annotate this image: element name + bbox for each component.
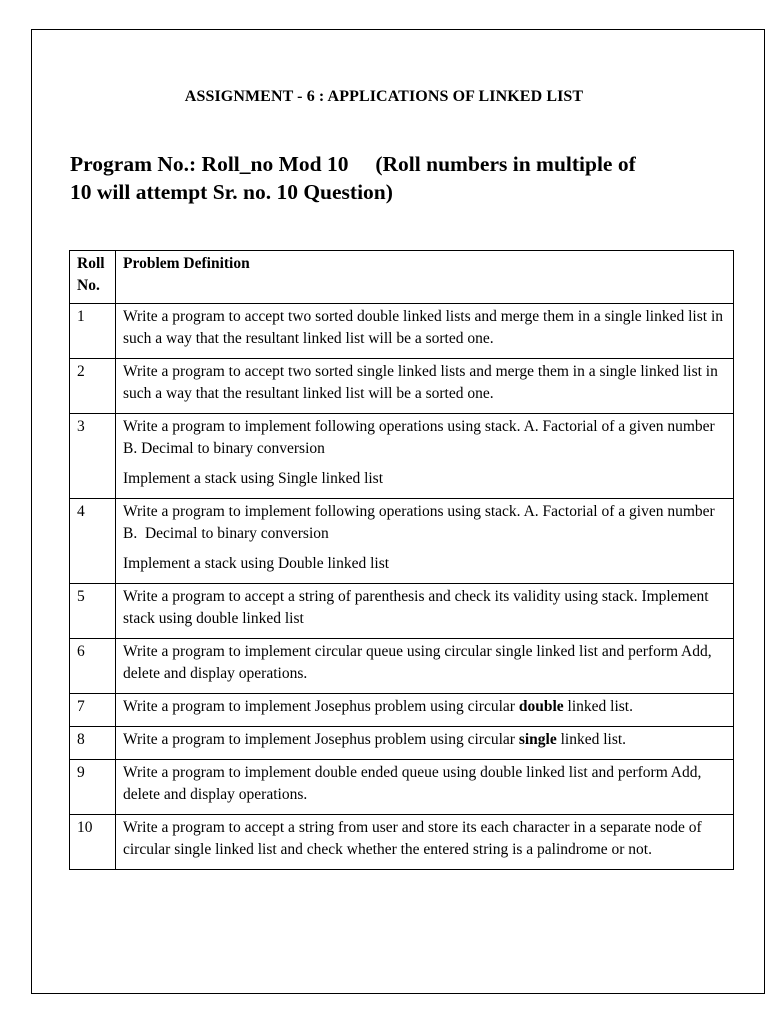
problem-extra-line: Implement a stack using Double linked list	[123, 555, 390, 572]
table-row	[70, 304, 734, 359]
roll-cell: 9	[70, 760, 116, 815]
problem-text: Write a program to implement Josephus problem using circular	[123, 731, 519, 748]
problem-cell	[116, 694, 734, 727]
table-row	[70, 760, 734, 815]
problem-cell: Write a program to accept two sorted single linked lists and merge them in a single linked list in such a way that the resultant linked list will be a sorted one.	[116, 359, 734, 414]
problem-text-end: linked list.	[563, 698, 633, 715]
program-heading-line-2: 10 will attempt Sr. no. 10 Question)	[70, 180, 393, 204]
problem-text-end: linked list.	[556, 731, 627, 748]
problem-cell: Write a program to accept a string of parenthesis and check its validity using stack. Implement stack using double linked list	[116, 584, 734, 639]
table-row	[70, 414, 734, 499]
table-header-row	[70, 251, 734, 304]
problem-table	[69, 250, 734, 870]
table-row	[70, 359, 734, 414]
program-heading	[70, 150, 740, 206]
program-heading-line-1: Program No.: Roll_no Mod 10 (Roll numbers in multiple of	[70, 152, 636, 176]
problem-cell: Write a program to accept a string from user and store its each character in a separate node of circular single linked list and check whether the entered string is a palindrome or not.	[116, 815, 734, 870]
table-row	[70, 815, 734, 870]
header-problem-definition: Problem Definition	[116, 251, 734, 304]
problem-cell: Write a program to accept two sorted double linked lists and merge them in a single linked list in such a way that the resultant linked list will be a sorted one.	[116, 304, 734, 359]
roll-cell: 7	[70, 694, 116, 727]
table-row	[70, 727, 734, 760]
problem-cell: Write a program to implement circular queue using circular single linked list and perform Add, delete and display operations.	[116, 639, 734, 694]
problem-cell	[116, 727, 734, 760]
problem-extra-line: Implement a stack using Single linked list	[123, 470, 384, 487]
problem-text: Write a program to implement Josephus problem using circular	[123, 698, 519, 715]
roll-cell: 2	[70, 359, 116, 414]
roll-cell: 4	[70, 499, 116, 584]
problem-cell	[116, 414, 734, 499]
assignment-title: ASSIGNMENT - 6 : APPLICATIONS OF LINKED LIST	[184, 88, 584, 105]
problem-text: Write a program to implement following operations using stack. A. Factorial of a given number B. Decimal to binary conversion	[123, 503, 727, 542]
problem-emphasis: single	[518, 731, 557, 748]
problem-cell: Write a program to implement double ended queue using double linked list and perform Add, delete and display operations.	[116, 760, 734, 815]
table-row	[70, 694, 734, 727]
table-row	[70, 639, 734, 694]
header-roll-no: Roll No.	[70, 251, 116, 304]
problem-cell	[116, 499, 734, 584]
roll-cell: 8	[70, 727, 116, 760]
problem-emphasis: double	[518, 698, 564, 715]
table-row	[70, 499, 734, 584]
problem-text: Write a program to implement following operations using stack. A. Factorial of a given number B. Decimal to binary conversion	[123, 418, 727, 457]
roll-cell: 1	[70, 304, 116, 359]
roll-cell: 10	[70, 815, 116, 870]
roll-cell: 5	[70, 584, 116, 639]
roll-cell: 3	[70, 414, 116, 499]
roll-cell: 6	[70, 639, 116, 694]
table-row	[70, 584, 734, 639]
